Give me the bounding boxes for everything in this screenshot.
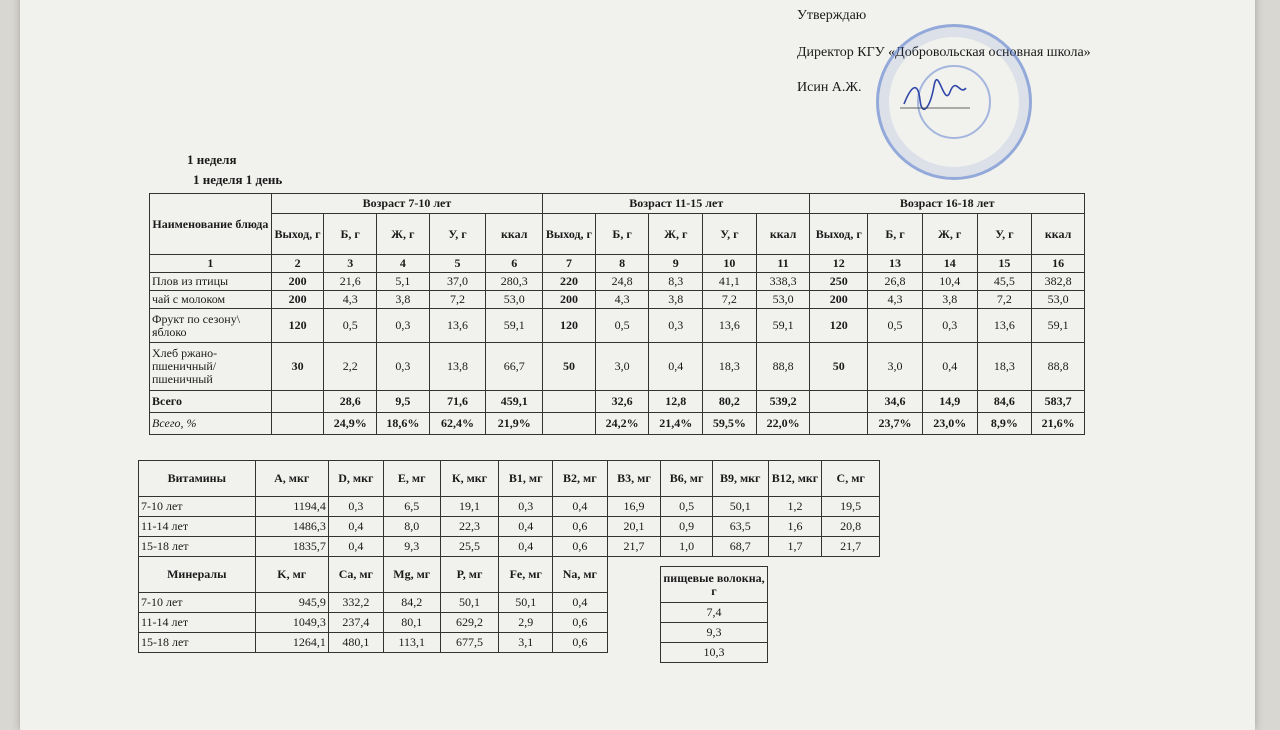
vitamin-header: В2, мг bbox=[553, 461, 608, 497]
vitamins-header-row bbox=[139, 461, 880, 497]
vitamin-header: В3, мг bbox=[607, 461, 661, 497]
total-value: 8,9% bbox=[977, 413, 1032, 435]
vitamin-value: 16,9 bbox=[607, 497, 661, 517]
menu-header-row bbox=[150, 194, 1085, 214]
vitamin-value: 1486,3 bbox=[255, 517, 328, 537]
total-value bbox=[271, 391, 324, 413]
total-value: 59,5% bbox=[703, 413, 757, 435]
dish-value: 0,5 bbox=[324, 309, 377, 343]
mineral-value: 50,1 bbox=[440, 593, 499, 613]
dish-value: 18,3 bbox=[703, 343, 757, 391]
dish-value: 5,1 bbox=[377, 273, 430, 291]
fiber-value: 9,3 bbox=[661, 623, 768, 643]
total-value bbox=[543, 391, 596, 413]
dish-value: 45,5 bbox=[977, 273, 1032, 291]
vitamin-value: 1,2 bbox=[768, 497, 822, 517]
dish-value: 0,4 bbox=[649, 343, 703, 391]
total-row bbox=[150, 391, 1085, 413]
column-number: 7 bbox=[543, 255, 596, 273]
column-number: 3 bbox=[324, 255, 377, 273]
column-number: 11 bbox=[756, 255, 810, 273]
dish-value: 0,3 bbox=[922, 309, 977, 343]
menu-table bbox=[149, 193, 1085, 435]
age-label: 11-14 лет bbox=[139, 613, 256, 633]
dish-value: 220 bbox=[543, 273, 596, 291]
dish-value: 0,3 bbox=[377, 343, 430, 391]
dish-value: 7,2 bbox=[703, 291, 757, 309]
vitamin-header: Витамины bbox=[139, 461, 256, 497]
sub-header: Ж, г bbox=[649, 214, 703, 255]
total-value: 21,4% bbox=[649, 413, 703, 435]
sub-header: Выход, г bbox=[271, 214, 324, 255]
vitamin-header: В6, мг bbox=[661, 461, 713, 497]
dish-value: 120 bbox=[543, 309, 596, 343]
dish-name: Фрукт по сезону\ яблоко bbox=[150, 309, 272, 343]
vitamin-row bbox=[139, 517, 880, 537]
dish-value: 120 bbox=[810, 309, 868, 343]
mineral-header: Mg, мг bbox=[383, 557, 440, 593]
fiber-header: пищевые волокна, г bbox=[661, 567, 768, 603]
mineral-value: 629,2 bbox=[440, 613, 499, 633]
dish-value: 8,3 bbox=[649, 273, 703, 291]
vitamins-table bbox=[138, 460, 880, 653]
fiber-table bbox=[660, 566, 768, 663]
dish-value: 0,3 bbox=[649, 309, 703, 343]
vitamin-value: 21,7 bbox=[822, 537, 880, 557]
sub-header: ккал bbox=[1032, 214, 1085, 255]
dish-value: 338,3 bbox=[756, 273, 810, 291]
approval-position: Директор КГУ «Добровольская основная школа» bbox=[797, 45, 1091, 60]
sub-header: У, г bbox=[429, 214, 486, 255]
sub-header: У, г bbox=[977, 214, 1032, 255]
dish-value: 3,0 bbox=[868, 343, 923, 391]
dish-value: 7,2 bbox=[429, 291, 486, 309]
fiber-row bbox=[661, 603, 768, 623]
total-value: 34,6 bbox=[868, 391, 923, 413]
vitamin-row bbox=[139, 537, 880, 557]
dish-value: 50 bbox=[543, 343, 596, 391]
vitamin-header: А, мкг bbox=[255, 461, 328, 497]
column-number: 9 bbox=[649, 255, 703, 273]
mineral-value: 113,1 bbox=[383, 633, 440, 653]
total-value: 9,5 bbox=[377, 391, 430, 413]
total-value: 24,2% bbox=[595, 413, 649, 435]
vitamin-value: 8,0 bbox=[383, 517, 440, 537]
mineral-header: Na, мг bbox=[553, 557, 608, 593]
dish-value: 59,1 bbox=[756, 309, 810, 343]
total-value: 539,2 bbox=[756, 391, 810, 413]
age-group-header: Возраст 11-15 лет bbox=[543, 194, 810, 214]
dish-row bbox=[150, 343, 1085, 391]
sub-header: ккал bbox=[756, 214, 810, 255]
dish-value: 200 bbox=[271, 273, 324, 291]
column-number: 14 bbox=[922, 255, 977, 273]
mineral-value: 332,2 bbox=[328, 593, 383, 613]
dish-value: 200 bbox=[543, 291, 596, 309]
dish-value: 0,4 bbox=[922, 343, 977, 391]
approval-signer: Исин А.Ж. bbox=[797, 80, 862, 95]
vitamin-value: 63,5 bbox=[712, 517, 768, 537]
dish-value: 13,6 bbox=[977, 309, 1032, 343]
total-value bbox=[543, 413, 596, 435]
mineral-row bbox=[139, 593, 880, 613]
total-value: 459,1 bbox=[486, 391, 543, 413]
dish-value: 280,3 bbox=[486, 273, 543, 291]
column-number: 16 bbox=[1032, 255, 1085, 273]
fiber-value: 7,4 bbox=[661, 603, 768, 623]
column-number: 10 bbox=[703, 255, 757, 273]
fiber-row bbox=[661, 643, 768, 663]
mineral-value: 50,1 bbox=[499, 593, 553, 613]
mineral-value: 0,4 bbox=[553, 593, 608, 613]
dish-value: 3,8 bbox=[649, 291, 703, 309]
vitamin-value: 9,3 bbox=[383, 537, 440, 557]
mineral-header: P, мг bbox=[440, 557, 499, 593]
approval-title: Утверждаю bbox=[797, 8, 867, 23]
vitamin-value: 6,5 bbox=[383, 497, 440, 517]
total-value: 24,9% bbox=[324, 413, 377, 435]
dish-value: 41,1 bbox=[703, 273, 757, 291]
vitamin-value: 0,4 bbox=[499, 517, 553, 537]
total-value bbox=[271, 413, 324, 435]
mineral-header: Ca, мг bbox=[328, 557, 383, 593]
vitamin-value: 0,6 bbox=[553, 517, 608, 537]
total-value: 583,7 bbox=[1032, 391, 1085, 413]
vitamin-header: К, мкг bbox=[440, 461, 499, 497]
dish-name: Хлеб ржано-пшеничный/ пшеничный bbox=[150, 343, 272, 391]
vitamin-row bbox=[139, 497, 880, 517]
dish-row bbox=[150, 291, 1085, 309]
sub-header: Ж, г bbox=[377, 214, 430, 255]
column-number: 12 bbox=[810, 255, 868, 273]
dish-value: 13,6 bbox=[703, 309, 757, 343]
mineral-row bbox=[139, 613, 880, 633]
mineral-value: 1049,3 bbox=[255, 613, 328, 633]
signature bbox=[900, 78, 970, 112]
menu-subheader-row bbox=[150, 214, 1085, 255]
fiber-header-row bbox=[661, 567, 768, 603]
sub-header: У, г bbox=[703, 214, 757, 255]
mineral-header: Минералы bbox=[139, 557, 256, 593]
total-value: 32,6 bbox=[595, 391, 649, 413]
mineral-header: K, мг bbox=[255, 557, 328, 593]
dish-value: 53,0 bbox=[1032, 291, 1085, 309]
dish-value: 30 bbox=[271, 343, 324, 391]
dish-value: 50 bbox=[810, 343, 868, 391]
sub-header: Ж, г bbox=[922, 214, 977, 255]
column-number: 15 bbox=[977, 255, 1032, 273]
minerals-header-row bbox=[139, 557, 880, 593]
age-label: 7-10 лет bbox=[139, 497, 256, 517]
dish-value: 53,0 bbox=[486, 291, 543, 309]
vitamin-header: В1, мг bbox=[499, 461, 553, 497]
dish-value: 120 bbox=[271, 309, 324, 343]
dish-value: 4,3 bbox=[595, 291, 649, 309]
dish-value: 0,5 bbox=[868, 309, 923, 343]
vitamin-value: 0,3 bbox=[499, 497, 553, 517]
vitamin-header: В12, мкг bbox=[768, 461, 822, 497]
dish-value: 0,3 bbox=[377, 309, 430, 343]
dish-name-header: Наименование блюда bbox=[150, 194, 272, 255]
fiber-row bbox=[661, 623, 768, 643]
mineral-value: 0,6 bbox=[553, 633, 608, 653]
mineral-value: 2,9 bbox=[499, 613, 553, 633]
column-number: 4 bbox=[377, 255, 430, 273]
sub-header: ккал bbox=[486, 214, 543, 255]
vitamin-value: 0,4 bbox=[499, 537, 553, 557]
mineral-value: 80,1 bbox=[383, 613, 440, 633]
vitamin-value: 0,3 bbox=[328, 497, 383, 517]
total-value: 18,6% bbox=[377, 413, 430, 435]
total-value: 21,9% bbox=[486, 413, 543, 435]
column-number: 5 bbox=[429, 255, 486, 273]
vitamin-value: 0,4 bbox=[553, 497, 608, 517]
sub-header: Выход, г bbox=[810, 214, 868, 255]
mineral-value: 480,1 bbox=[328, 633, 383, 653]
day-title: 1 неделя 1 день bbox=[193, 172, 283, 187]
age-label: 15-18 лет bbox=[139, 633, 256, 653]
vitamin-value: 21,7 bbox=[607, 537, 661, 557]
sub-header: Б, г bbox=[324, 214, 377, 255]
sub-header: Б, г bbox=[595, 214, 649, 255]
dish-value: 21,6 bbox=[324, 273, 377, 291]
total-value: 14,9 bbox=[922, 391, 977, 413]
vitamin-value: 50,1 bbox=[712, 497, 768, 517]
total-value: 21,6% bbox=[1032, 413, 1085, 435]
dish-value: 3,8 bbox=[922, 291, 977, 309]
sub-header: Б, г bbox=[868, 214, 923, 255]
vitamin-value: 1,7 bbox=[768, 537, 822, 557]
vitamin-header: Е, мг bbox=[383, 461, 440, 497]
mineral-value: 1264,1 bbox=[255, 633, 328, 653]
fiber-value: 10,3 bbox=[661, 643, 768, 663]
age-group-header: Возраст 16-18 лет bbox=[810, 194, 1085, 214]
total-percent-row bbox=[150, 413, 1085, 435]
vitamin-value: 0,4 bbox=[328, 517, 383, 537]
age-label: 15-18 лет bbox=[139, 537, 256, 557]
vitamin-header: В9, мкг bbox=[712, 461, 768, 497]
mineral-value: 677,5 bbox=[440, 633, 499, 653]
dish-name: Плов из птицы bbox=[150, 273, 272, 291]
dish-row bbox=[150, 309, 1085, 343]
dish-value: 88,8 bbox=[756, 343, 810, 391]
vitamin-value: 0,6 bbox=[553, 537, 608, 557]
total-value: 23,0% bbox=[922, 413, 977, 435]
total-value: 12,8 bbox=[649, 391, 703, 413]
vitamin-value: 19,5 bbox=[822, 497, 880, 517]
total-value: 84,6 bbox=[977, 391, 1032, 413]
dish-row bbox=[150, 273, 1085, 291]
vitamin-value: 1194,4 bbox=[255, 497, 328, 517]
column-number: 2 bbox=[271, 255, 324, 273]
dish-value: 4,3 bbox=[868, 291, 923, 309]
dish-value: 59,1 bbox=[486, 309, 543, 343]
dish-value: 18,3 bbox=[977, 343, 1032, 391]
mineral-header: Fe, мг bbox=[499, 557, 553, 593]
mineral-value: 3,1 bbox=[499, 633, 553, 653]
mineral-value: 0,6 bbox=[553, 613, 608, 633]
dish-value: 10,4 bbox=[922, 273, 977, 291]
total-value: 71,6 bbox=[429, 391, 486, 413]
vitamin-value: 1835,7 bbox=[255, 537, 328, 557]
mineral-row bbox=[139, 633, 880, 653]
age-label: 7-10 лет bbox=[139, 593, 256, 613]
dish-value: 3,0 bbox=[595, 343, 649, 391]
mineral-value: 237,4 bbox=[328, 613, 383, 633]
column-number: 13 bbox=[868, 255, 923, 273]
column-number: 6 bbox=[486, 255, 543, 273]
column-number: 8 bbox=[595, 255, 649, 273]
total-value: 62,4% bbox=[429, 413, 486, 435]
mineral-value: 945,9 bbox=[255, 593, 328, 613]
column-number-row bbox=[150, 255, 1085, 273]
vitamin-value: 22,3 bbox=[440, 517, 499, 537]
dish-value: 200 bbox=[271, 291, 324, 309]
dish-name: чай с молоком bbox=[150, 291, 272, 309]
vitamin-value: 19,1 bbox=[440, 497, 499, 517]
total-label: Всего, % bbox=[150, 413, 272, 435]
total-value: 28,6 bbox=[324, 391, 377, 413]
dish-value: 59,1 bbox=[1032, 309, 1085, 343]
column-number: 1 bbox=[150, 255, 272, 273]
vitamin-value: 1,0 bbox=[661, 537, 713, 557]
vitamin-value: 0,9 bbox=[661, 517, 713, 537]
dish-value: 13,8 bbox=[429, 343, 486, 391]
dish-value: 13,6 bbox=[429, 309, 486, 343]
vitamin-value: 0,4 bbox=[328, 537, 383, 557]
dish-value: 66,7 bbox=[486, 343, 543, 391]
dish-value: 26,8 bbox=[868, 273, 923, 291]
vitamin-value: 25,5 bbox=[440, 537, 499, 557]
total-value: 22,0% bbox=[756, 413, 810, 435]
vitamin-value: 1,6 bbox=[768, 517, 822, 537]
vitamin-header: С, мг bbox=[822, 461, 880, 497]
dish-value: 88,8 bbox=[1032, 343, 1085, 391]
dish-value: 382,8 bbox=[1032, 273, 1085, 291]
dish-value: 200 bbox=[810, 291, 868, 309]
mineral-value: 84,2 bbox=[383, 593, 440, 613]
vitamin-value: 20,8 bbox=[822, 517, 880, 537]
dish-value: 2,2 bbox=[324, 343, 377, 391]
sub-header: Выход, г bbox=[543, 214, 596, 255]
vitamin-value: 20,1 bbox=[607, 517, 661, 537]
vitamin-value: 68,7 bbox=[712, 537, 768, 557]
dish-value: 4,3 bbox=[324, 291, 377, 309]
total-label: Всего bbox=[150, 391, 272, 413]
dish-value: 7,2 bbox=[977, 291, 1032, 309]
vitamin-header: D, мкг bbox=[328, 461, 383, 497]
total-value: 23,7% bbox=[868, 413, 923, 435]
dish-value: 24,8 bbox=[595, 273, 649, 291]
dish-value: 53,0 bbox=[756, 291, 810, 309]
dish-value: 250 bbox=[810, 273, 868, 291]
age-label: 11-14 лет bbox=[139, 517, 256, 537]
vitamin-value: 0,5 bbox=[661, 497, 713, 517]
dish-value: 37,0 bbox=[429, 273, 486, 291]
dish-value: 3,8 bbox=[377, 291, 430, 309]
age-group-header: Возраст 7-10 лет bbox=[271, 194, 542, 214]
dish-value: 0,5 bbox=[595, 309, 649, 343]
total-value: 80,2 bbox=[703, 391, 757, 413]
total-value bbox=[810, 391, 868, 413]
total-value bbox=[810, 413, 868, 435]
week-title: 1 неделя bbox=[187, 152, 237, 167]
